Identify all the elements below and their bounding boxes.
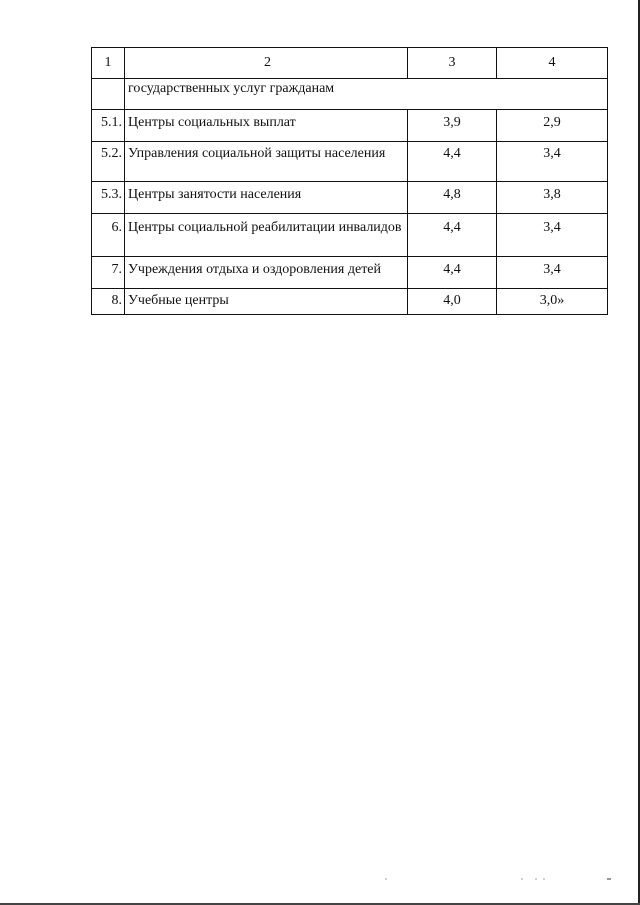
row-value-col3: 4,8 — [408, 182, 497, 214]
row-value-col4: 3,4 — [497, 214, 608, 257]
row-value-col3: 3,9 — [408, 110, 497, 142]
row-value-col3: 4,0 — [408, 289, 497, 315]
row-value-col4: 3,4 — [497, 257, 608, 289]
indicator-table — [91, 47, 608, 315]
row-value-col4: 3,4 — [497, 142, 608, 182]
table-header-row — [92, 48, 608, 79]
row-number: 5.2. — [92, 142, 125, 182]
row-number: 5.1. — [92, 110, 125, 142]
table-row — [92, 142, 608, 182]
row-name: Центры социальной реабилитации инвалидов — [125, 214, 408, 257]
header-col-3: 3 — [408, 48, 497, 79]
header-col-2: 2 — [125, 48, 408, 79]
table-row — [92, 289, 608, 315]
row-name: Учреждения отдыха и оздоровления детей — [125, 257, 408, 289]
header-col-1: 1 — [92, 48, 125, 79]
continuation-num-cell — [92, 79, 125, 110]
row-name: Центры занятости населения — [125, 182, 408, 214]
row-number: 7. — [92, 257, 125, 289]
row-value-col3: 4,4 — [408, 142, 497, 182]
scan-noise — [385, 878, 615, 886]
table-row — [92, 214, 608, 257]
header-col-4: 4 — [497, 48, 608, 79]
row-value-col3: 4,4 — [408, 257, 497, 289]
row-number: 8. — [92, 289, 125, 315]
row-number: 5.3. — [92, 182, 125, 214]
table-row — [92, 110, 608, 142]
table-row — [92, 182, 608, 214]
table-row-continuation — [92, 79, 608, 110]
row-value-col4: 3,8 — [497, 182, 608, 214]
row-value-col3: 4,4 — [408, 214, 497, 257]
row-name: Учебные центры — [125, 289, 408, 315]
continuation-text: государственных услуг гражданам — [125, 79, 608, 110]
row-value-col4: 2,9 — [497, 110, 608, 142]
table-row — [92, 257, 608, 289]
row-value-col4: 3,0» — [497, 289, 608, 315]
row-number: 6. — [92, 214, 125, 257]
row-name: Управления социальной защиты населения — [125, 142, 408, 182]
row-name: Центры социальных выплат — [125, 110, 408, 142]
